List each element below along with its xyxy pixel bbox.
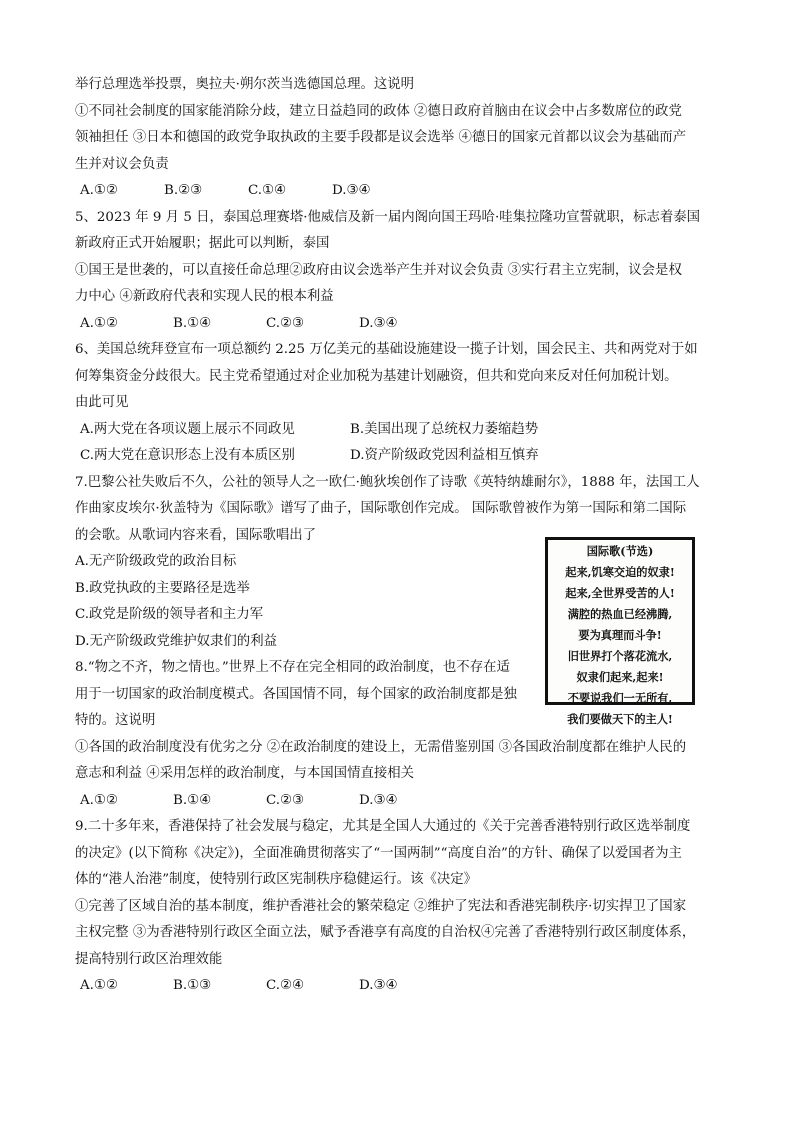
option-b: B.②③ (164, 183, 203, 198)
option-a: A.①② (80, 792, 118, 808)
option-d: D.③④ (359, 792, 398, 808)
question-9-line: 9.二十多年来，香港保持了社会发展与稳定，尤其是全国人大通过的《关于完善香港特别行政区选举制度 (75, 819, 691, 834)
question-8-line: 特的。这说明 (75, 713, 156, 728)
question-6-line: 6、美国总统拜登宣布一项总额约 2.25 万亿美元的基础设施建设一揽子计划，国会民主、共和两党对于如 (75, 342, 698, 357)
question-5-line: 力中心 ④新政府代表和实现人民的根本利益 (75, 289, 334, 304)
option-d: D.③④ (359, 315, 398, 331)
option-c: C.②③ (266, 792, 305, 808)
option-b: B.①③ (173, 978, 212, 993)
option-c: C.②③ (266, 315, 305, 331)
question-4-options (75, 178, 725, 205)
question-9-line: 提高特别行政区治理效能 (75, 951, 223, 967)
option-b: B.①④ (173, 792, 212, 808)
option-d: D.③④ (359, 978, 398, 993)
question-4-line: 领袖担任 ③日本和德国的政党争取执政的主要手段都是议会选举 ④德日的国家元首都以议会为基础而产 (75, 130, 687, 145)
question-9-line: ①完善了区域自治的基本制度，维护香港社会的繁荣稳定 ②维护了宪法和香港宪制秩序·切实捍卫了国家 (75, 898, 687, 914)
option-c: C.政党是阶级的领导者和主力军 (75, 607, 264, 622)
lyrics-line: 不要说我们一无所有, (567, 691, 673, 705)
question-9 (75, 814, 725, 1000)
option-a: A.①② (80, 978, 118, 993)
question-8-line: 8.“物之不齐，物之情也。”世界上不存在完全相同的政治制度，也不存在适 (75, 660, 510, 675)
option-b: B.美国出现了总统权力萎缩趋势 (350, 421, 539, 437)
option-a: A.两大党在各项议题上展示不同政见 (80, 421, 295, 437)
question-8-options (75, 788, 725, 815)
option-a: A.①② (80, 315, 118, 331)
option-c: C.②④ (266, 978, 305, 993)
option-b: B.①④ (173, 315, 212, 331)
question-6-options (75, 417, 725, 444)
question-8-line: 用于一切国家的政治制度模式。各国国情不同，每个国家的政治制度都是独 (75, 686, 517, 702)
question-6 (75, 337, 725, 470)
question-5-options (75, 311, 725, 338)
question-9-options (75, 973, 725, 1000)
question-9-line: 的决定》(以下简称《决定》)，全面准确贯彻落实了“一国两制”“高度自治”的方针、确保了以爱国者为主 (75, 845, 682, 861)
option-d: D.③④ (332, 183, 371, 198)
question-9-line: 体的“港人治港”制度，使特别行政区宪制秩序稳健运行。该《决定》 (75, 872, 478, 887)
option-a: A.①② (80, 183, 118, 198)
question-4-line: ①不同社会制度的国家能消除分歧，建立日益趋同的政体 ②德日政府首脑由在议会中占多数席位的政党 (75, 103, 682, 119)
question-5-line: 5、2023 年 9 月 5 日，泰国总理赛塔·他威信及新一届内阁向国王玛哈·哇集拉隆功宣誓就职，标志着泰国 (75, 209, 701, 225)
option-c: C.①④ (248, 183, 287, 198)
question-5 (75, 205, 725, 338)
question-6-options (75, 443, 725, 470)
option-c: C.两大党在意识形态上没有本质区别 (80, 448, 295, 463)
option-d: D.资产阶级政党因利益相互慎弃 (350, 448, 539, 463)
lyrics-line: 我们要做天下的主人! (567, 712, 673, 726)
question-8-line: 意志和利益 ④采用怎样的政治制度，与本国国情直接相关 (75, 766, 415, 781)
question-8-line: ①各国的政治制度没有优劣之分 ②在政治制度的建设上，无需借鉴别国 ③各国政治制度都在维护人民的 (75, 739, 687, 755)
question-4-line: 举行总理选举投票，奥拉夫·朔尔茨当选德国总理。这说明 (75, 77, 415, 92)
lyrics-line: 满腔的热血已经沸腾, (567, 607, 673, 621)
lyrics-line: 起来,全世界受苦的人! (565, 586, 675, 600)
lyrics-title: 国际歌(节选) (586, 544, 654, 558)
lyrics-line: 起来,饥寒交迫的奴隶! (565, 565, 675, 579)
question-6-line: 何筹集资金分歧很大。民主党希望通过对企业加税为基建计划融资，但共和党向来反对任何加税计划。 (75, 368, 678, 384)
question-4-line: 生并对议会负责 (75, 156, 169, 172)
question-5-line: 新政府正式开始履职；据此可以判断，泰国 (75, 236, 330, 251)
question-7-line: 的会歌。从歌词内容来看，国际歌唱出了 (75, 527, 317, 543)
option-d: D.无产阶级政党维护奴隶们的利益 (75, 633, 277, 649)
question-4 (75, 72, 725, 205)
question-5-line: ①国王是世袭的，可以直接任命总理②政府由议会选举产生并对议会负责 ③实行君主立宪制，议会是权 (75, 262, 682, 278)
exam-page (75, 72, 725, 1000)
option-b: B.政党执政的主要路径是选举 (75, 580, 250, 596)
question-7-line: 7.巴黎公社失败后不久，公社的领导人之一欧仁·鲍狄埃创作了诗歌《英特纳雄耐尔》，1888 年，法国工人 (75, 474, 700, 490)
internationale-lyrics-box (545, 537, 695, 726)
lyrics-line: 要为真理而斗争! (578, 628, 662, 642)
question-7-line: 作曲家皮埃尔·狄盖特为《国际歌》谱写了曲子，国际歌创作完成。 国际歌曾被作为第一国际和第二国际 (75, 501, 687, 516)
question-9-line: 主权完整 ③为香港特别行政区全面立法，赋予香港享有高度的自治权④完善了香港特别行政区制度体系， (75, 925, 696, 940)
question-6-line: 由此可见 (75, 395, 129, 410)
option-a: A.无产阶级政党的政治目标 (75, 554, 237, 569)
lyrics-line: 旧世界打个落花流水, (567, 649, 673, 663)
lyrics-line: 奴隶们起来,起来! (576, 670, 664, 684)
